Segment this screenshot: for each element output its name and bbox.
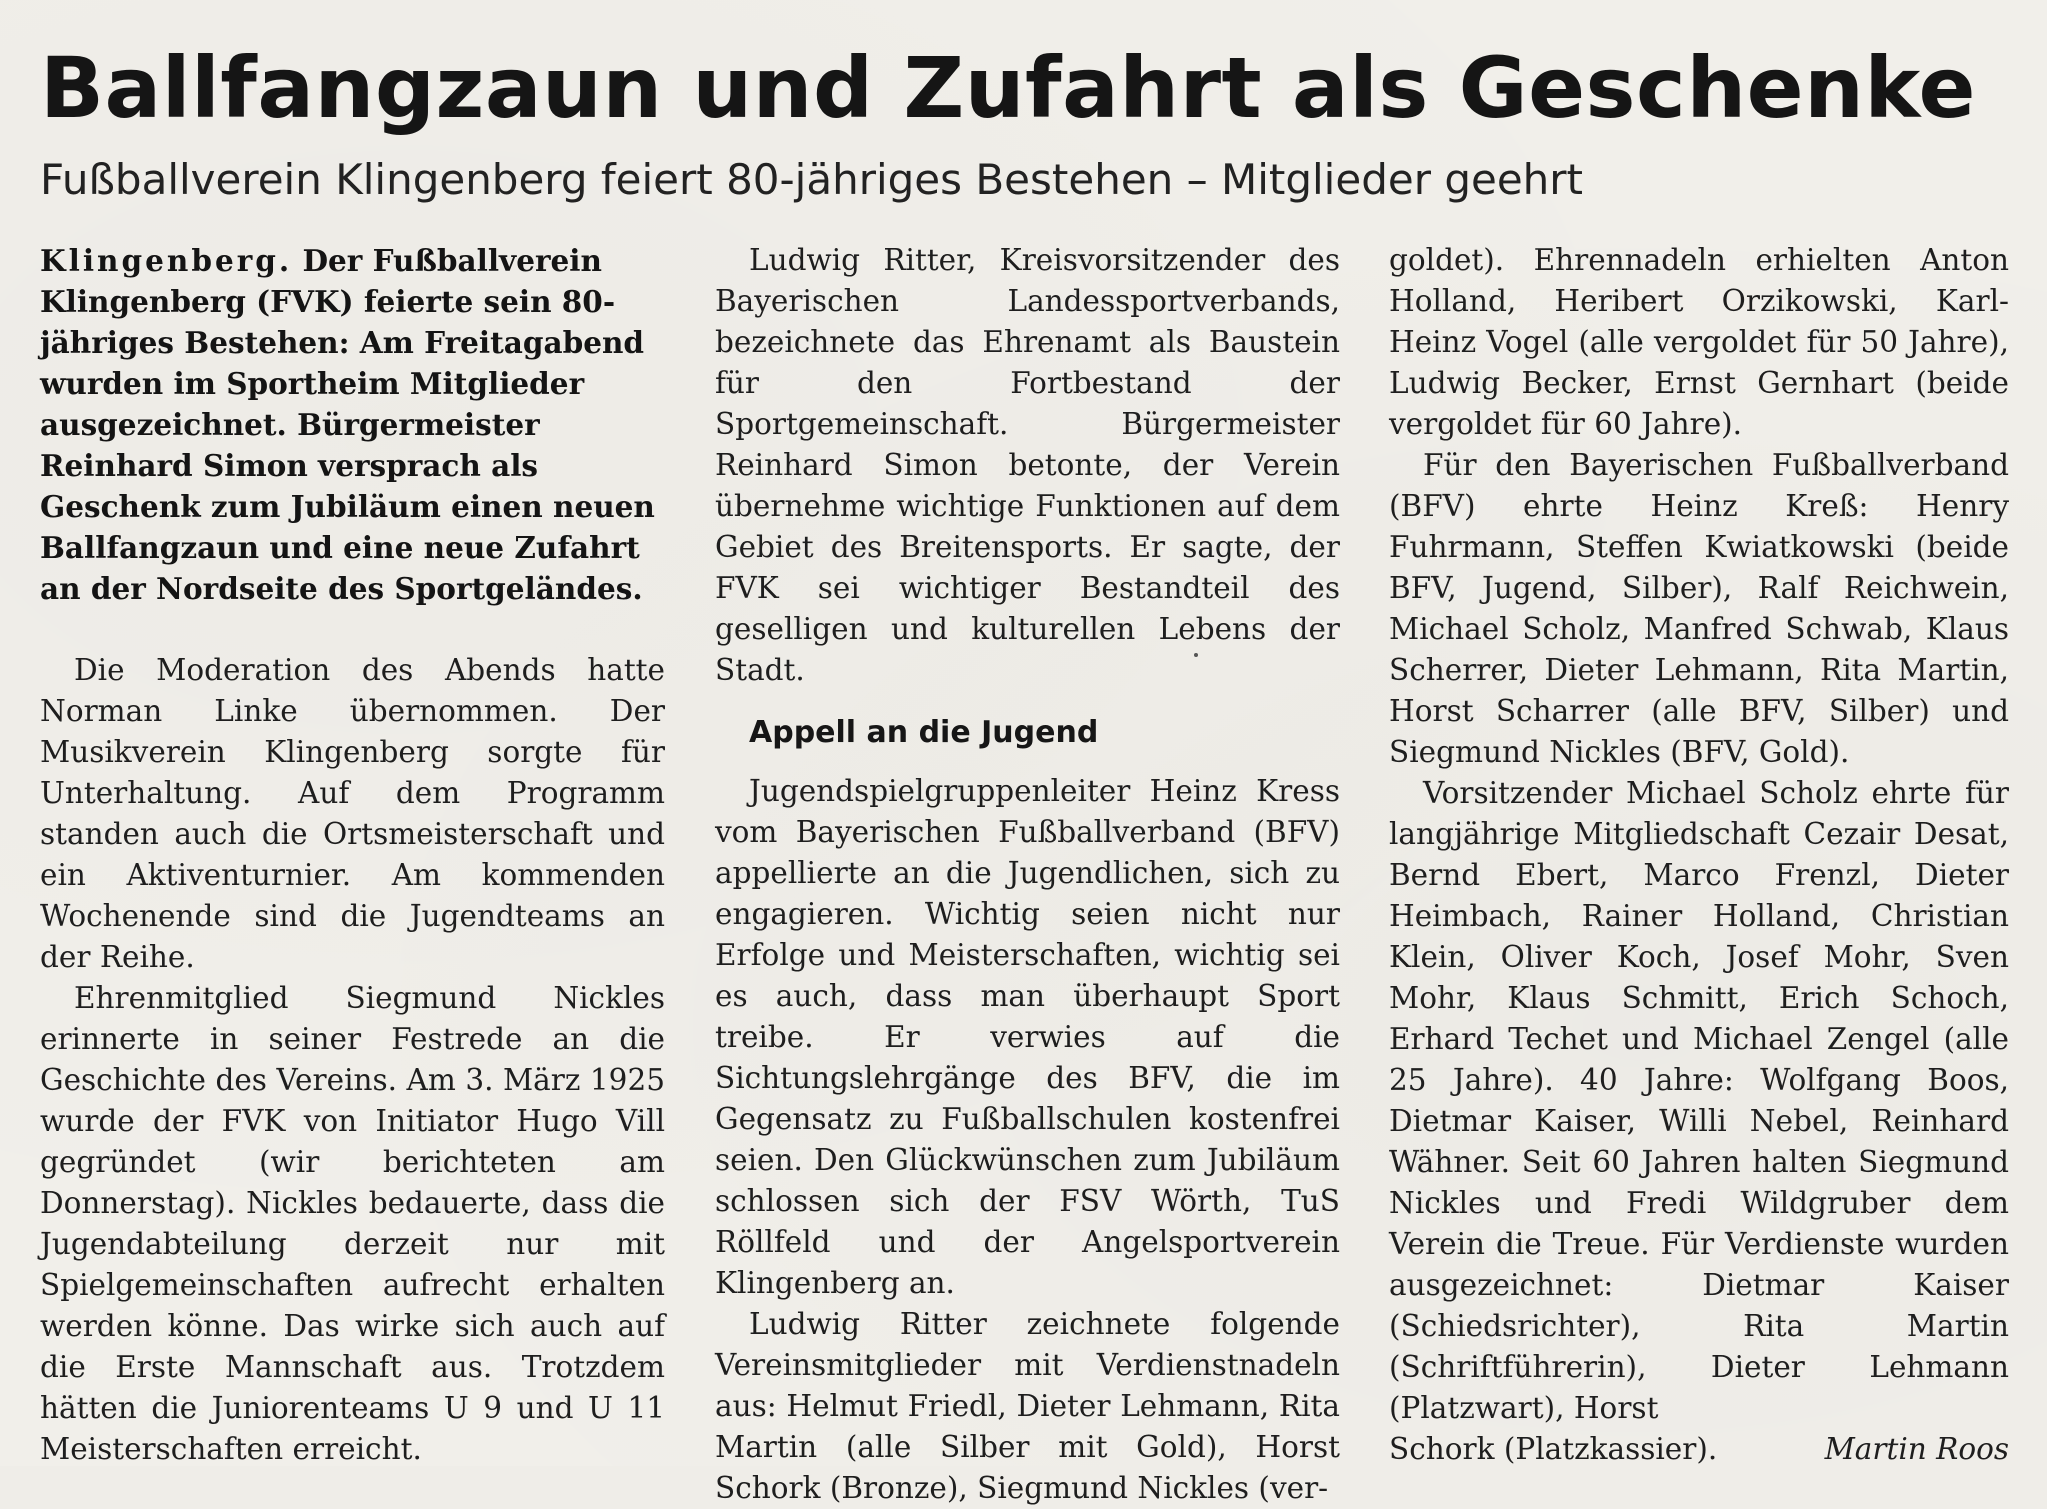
dateline: Klingenberg. [40, 243, 293, 278]
body-paragraph: Vorsitzender Michael Scholz ehrte für langjährige Mitgliedschaft Cezair Desat, Bernd Ebert, Marco Frenzl, Dieter Heimbach, Rainer Holland, Christian Klein, Oliver Koch, Josef Mohr, Sven Mohr, Klaus Schmitt, Erich Schoch, Erhard Techet und Michael Zengel (alle 25 Jahre). 40 Jahre: Wolfgang Boos, Dietmar Kaiser, Willi Nebel, Reinhard Wähner. Seit 60 Jahren halten Siegmund Nickles und Fredi Wildgruber dem Verein die Treue. Für Verdienste wurden ausgezeichnet: Dietmar Kaiser (Schiedsrichter), Rita Martin (Schriftführerin), Dieter Lehmann (Platzwart), Horst [1389, 776, 2009, 1425]
body-paragraph: Ludwig Ritter, Kreisvorsitzender des Bayerischen Landessportverbands, bezeichnete das Ehrenamt als Baustein für den Fortbestand der Sportgemeinschaft. Bürgermeister Reinhard Simon betonte, der Verein übernehme wichtige Funktionen auf dem Gebiet des Breitensports. Er sagte, der FVK sei wichtiger Bestandteil des geselligen und kulturellen Lebens der Stadt. [715, 243, 1340, 687]
body-paragraph: goldet). Ehrennadeln erhielten Anton Holland, Heribert Orzikowski, Karl-Heinz Vogel (alle vergoldet für 50 Jahre), Ludwig Becker, Ernst Gernhart (beide vergoldet für 60 Jahre). [1389, 243, 2009, 441]
column-1 [40, 240, 665, 1470]
body-paragraph: Ludwig Ritter zeichnete folgende Vereinsmitglieder mit Verdienstnadeln aus: Helmut Friedl, Dieter Lehmann, Rita Martin (alle Silber mit Gold), Horst Schork (Bronze), Siegmund Nickles (ver- [715, 1307, 1340, 1505]
body-paragraph: Die Moderation des Abends hatte Norman Linke übernommen. Der Musikverein Klingenberg sorgte für Unterhaltung. Auf dem Programm standen auch die Ortsmeisterschaft und ein Aktiventurnier. Am kommenden Wochenende sind die Jugendteams an der Reihe. [40, 653, 665, 974]
author-byline: Martin Roos [1824, 1432, 2009, 1466]
body-paragraph: Ehrenmitglied Siegmund Nickles erinnerte in seiner Festrede an die Geschichte des Vereins. Am 3. März 1925 wurde der FVK von Initiator Hugo Vill gegründet (wir berichteten am Donnerstag). Nickles bedauerte, dass die Jugendabteilung derzeit nur mit Spielgemeinschaften aufrecht erhalten werden könne. Das wirke sich auch auf die Erste Mannschaft aus. Trotzdem hätten die Juniorenteams U 9 und U 11 Meisterschaften erreicht. [40, 981, 665, 1466]
body-paragraph: Jugendspielgruppenleiter Heinz Kress vom Bayerischen Fußballverband (BFV) appellierte an die Jugendlichen, sich zu engagieren. Wichtig seien nicht nur Erfolge und Meisterschaften, wichtig sei es auch, dass man überhaupt Sport treibe. Er verwies auf die Sichtungslehrgänge des BFV, die im Gegensatz zu Fußballschulen kostenfrei seien. Den Glückwünschen zum Jubiläum schlossen sich der FSV Wörth, TuS Röllfeld und der Angelsportverein Klingenberg an. [715, 774, 1340, 1300]
subheadline: Fußballverein Klingenberg feiert 80-jähriges Bestehen – Mitglieder geehrt [40, 155, 1584, 204]
headline: Ballfangzaun und Zufahrt als Geschenke [40, 39, 1976, 137]
lead-text: Der Fußballverein Klingenberg (FVK) feierte sein 80-jähriges Bestehen: Am Freitagabend wurden im Sportheim Mitglieder ausgezeichnet. Bürgermeister Reinhard Simon versprach als Geschenk zum Jubiläum einen neuen Ballfangzaun und eine neue Zufahrt an der Nordseite des Sportgeländes. [40, 243, 655, 606]
column-3 [1389, 240, 2009, 1470]
lead-paragraph [40, 240, 665, 609]
closing-text: Schork (Platzkassier). [1389, 1432, 1718, 1466]
column-2 [715, 240, 1340, 1509]
closing-line [1389, 1429, 2009, 1470]
body-paragraph: Für den Bayerischen Fußballverband (BFV) ehrte Heinz Kreß: Henry Fuhrmann, Steffen Kwiatkowski (beide BFV, Jugend, Silber), Ralf Reichwein, Michael Scholz, Manfred Schwab, Klaus Scherrer, Dieter Lehmann, Rita Martin, Horst Scharrer (alle BFV, Silber) und Siegmund Nickles (BFV, Gold). [1389, 448, 2009, 769]
section-subheading: Appell an die Jugend [749, 715, 1099, 750]
print-speck [1194, 653, 1198, 657]
